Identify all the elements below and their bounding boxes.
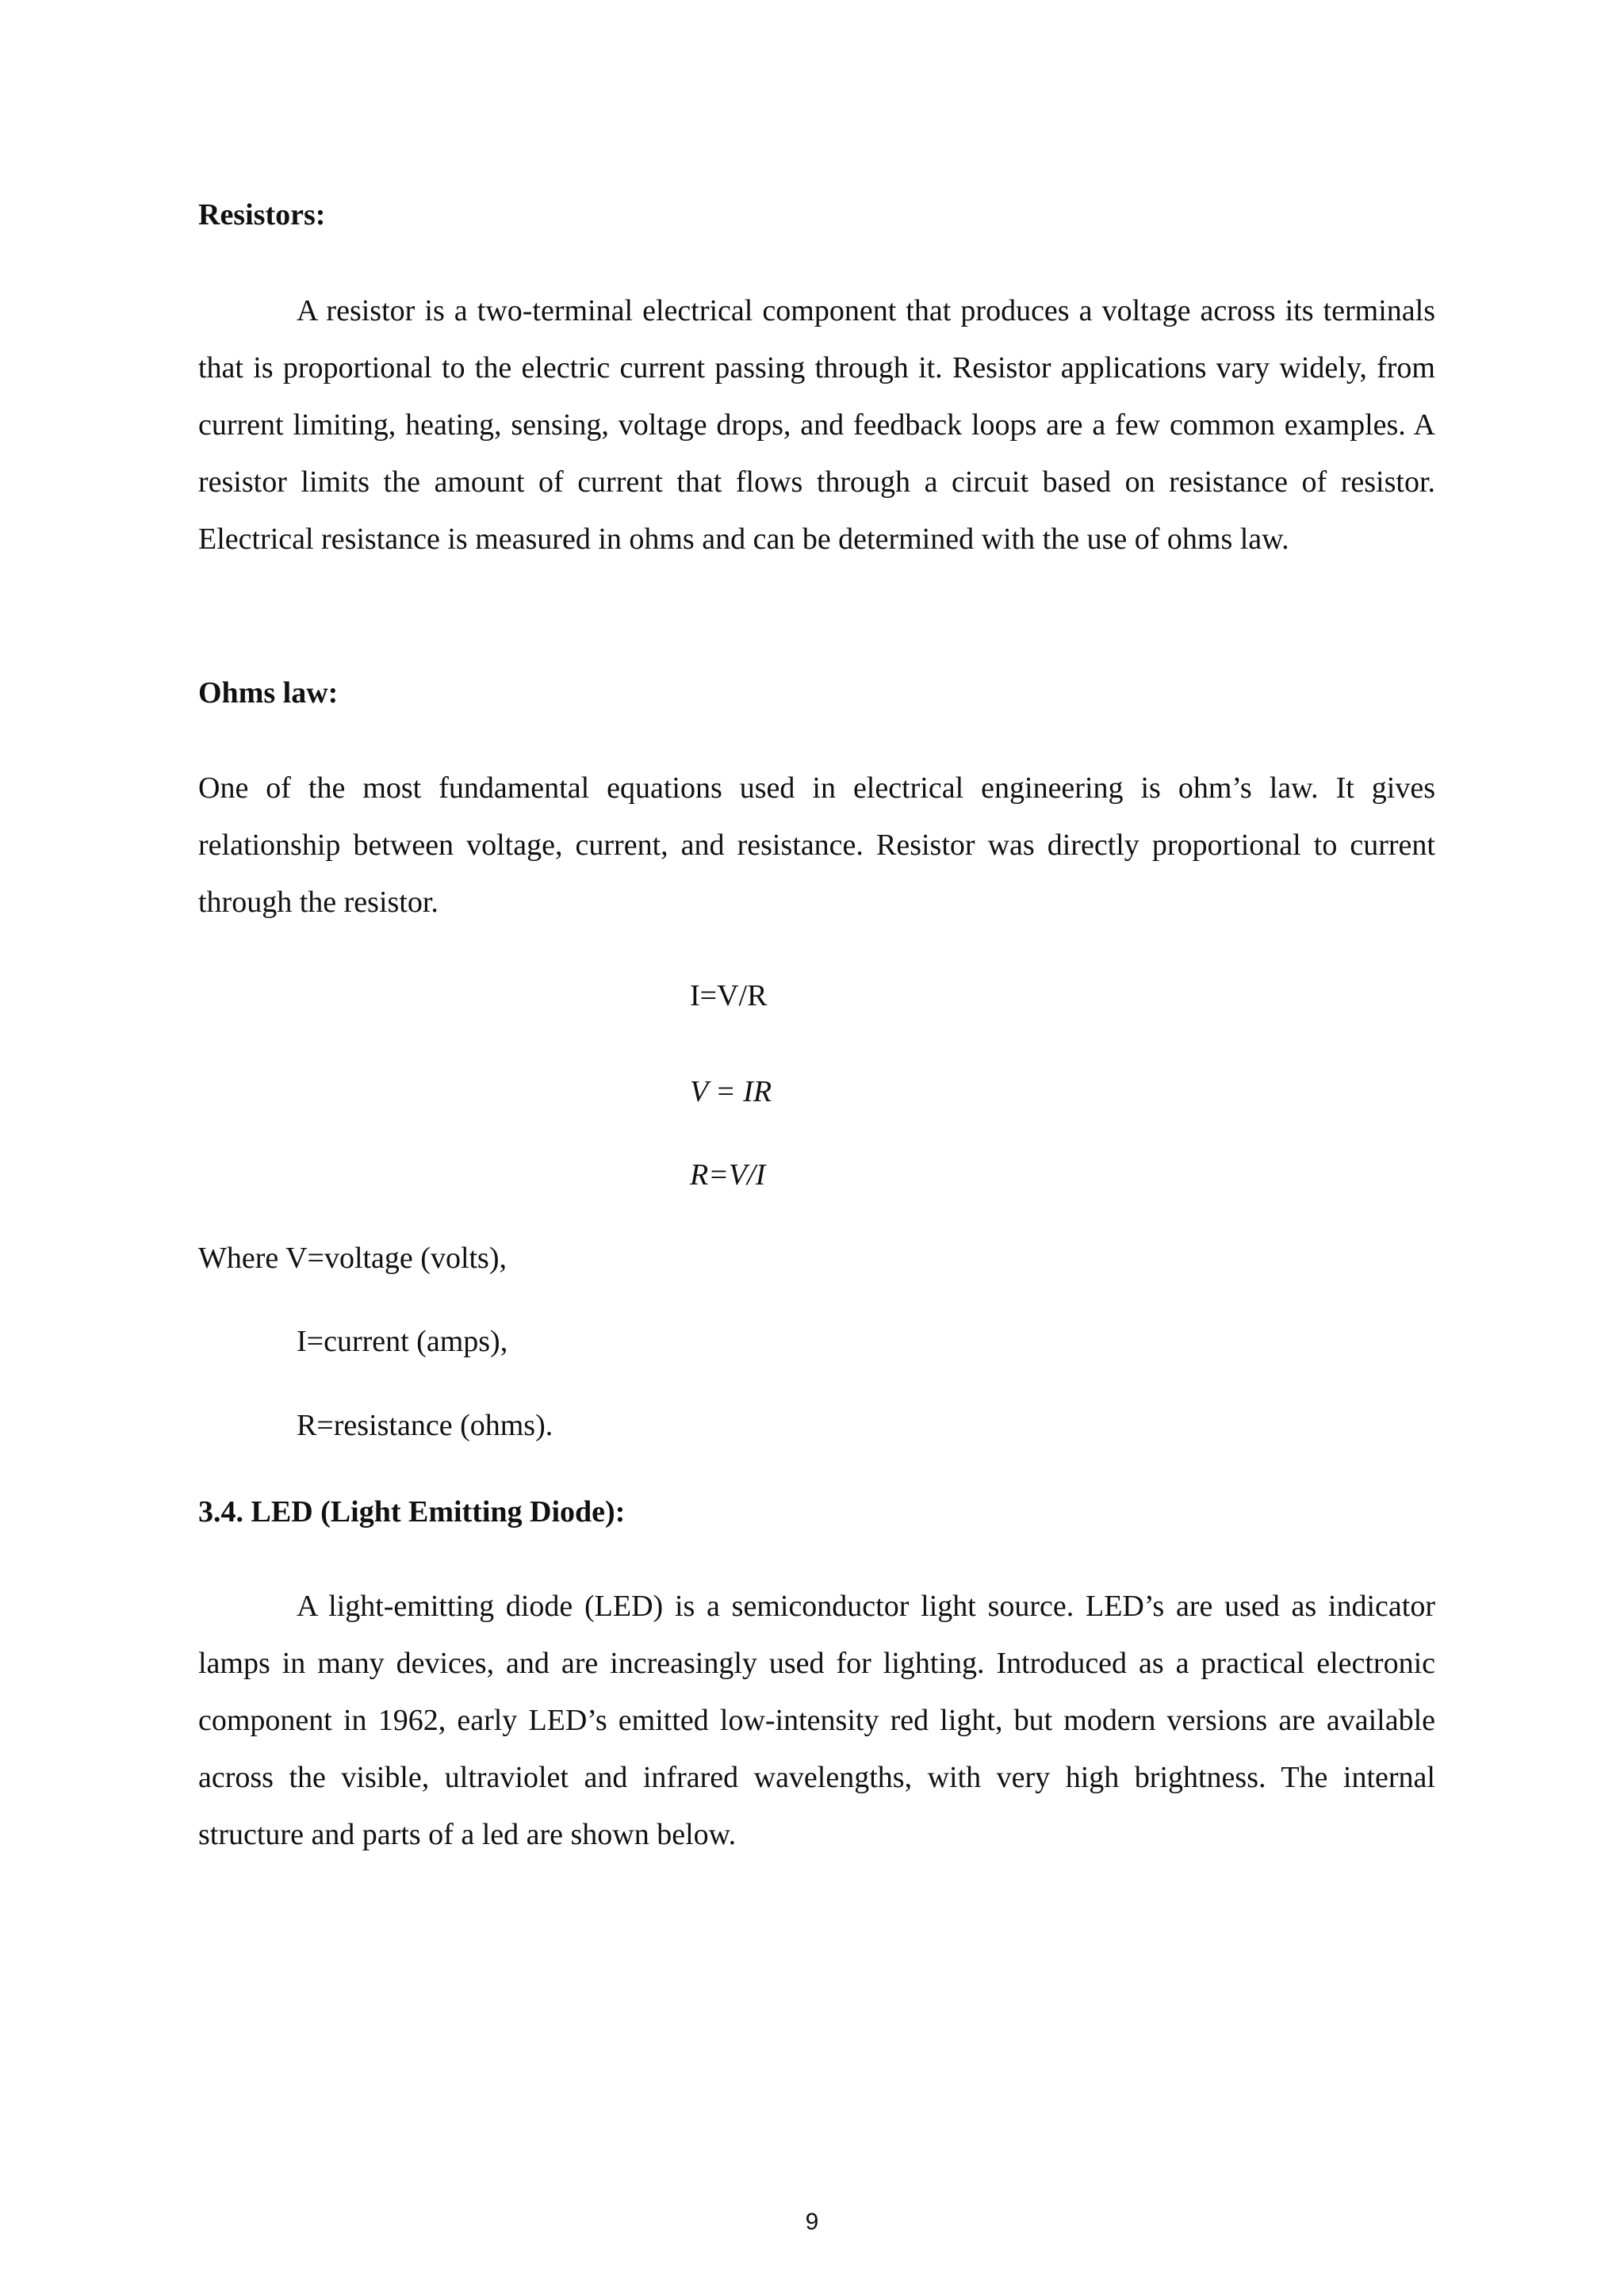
led-paragraph: A light-emitting diode (LED) is a semiconductor light source. LED’s are used as indicator lamps in many devices, and are increasingly used for lighting. Introduced as a practical electronic component in 1962, early LED’s emitted low-intensity red light, but modern versions are available across the visible, ultraviolet and infrared wavelengths, with very high brightness. The internal structure and parts of a led are shown below.: [198, 1590, 1435, 1851]
formula-current: I=V/R: [690, 979, 768, 1012]
definition-current: I=current (amps),: [297, 1325, 508, 1358]
resistors-heading: Resistors:: [198, 198, 326, 232]
formula-resistance: R=V/I: [690, 1158, 766, 1192]
resistors-paragraph: A resistor is a two-terminal electrical component that produces a voltage across its terminals that is proportional to the electric current passing through it. Resistor applications vary widely, from current limiting, heating, sensing, voltage drops, and feedback loops are a few common examples. A resistor limits the amount of current that flows through a circuit based on resistance of resistor. Electrical resistance is measured in ohms and can be determined with the use of ohms law.: [198, 294, 1435, 556]
formula-voltage: V = IR: [690, 1075, 772, 1108]
ohms-law-paragraph: One of the most fundamental equations used in electrical engineering is ohm’s law. It gives relationship between voltage, current, and resistance. Resistor was directly proportional to current through the resistor.: [198, 771, 1435, 919]
ohms-law-heading: Ohms law:: [198, 676, 339, 710]
definition-voltage: Where V=voltage (volts),: [198, 1242, 507, 1275]
page-number: 9: [805, 2209, 819, 2235]
led-heading: 3.4. LED (Light Emitting Diode):: [198, 1495, 626, 1529]
definition-resistance: R=resistance (ohms).: [297, 1409, 553, 1442]
